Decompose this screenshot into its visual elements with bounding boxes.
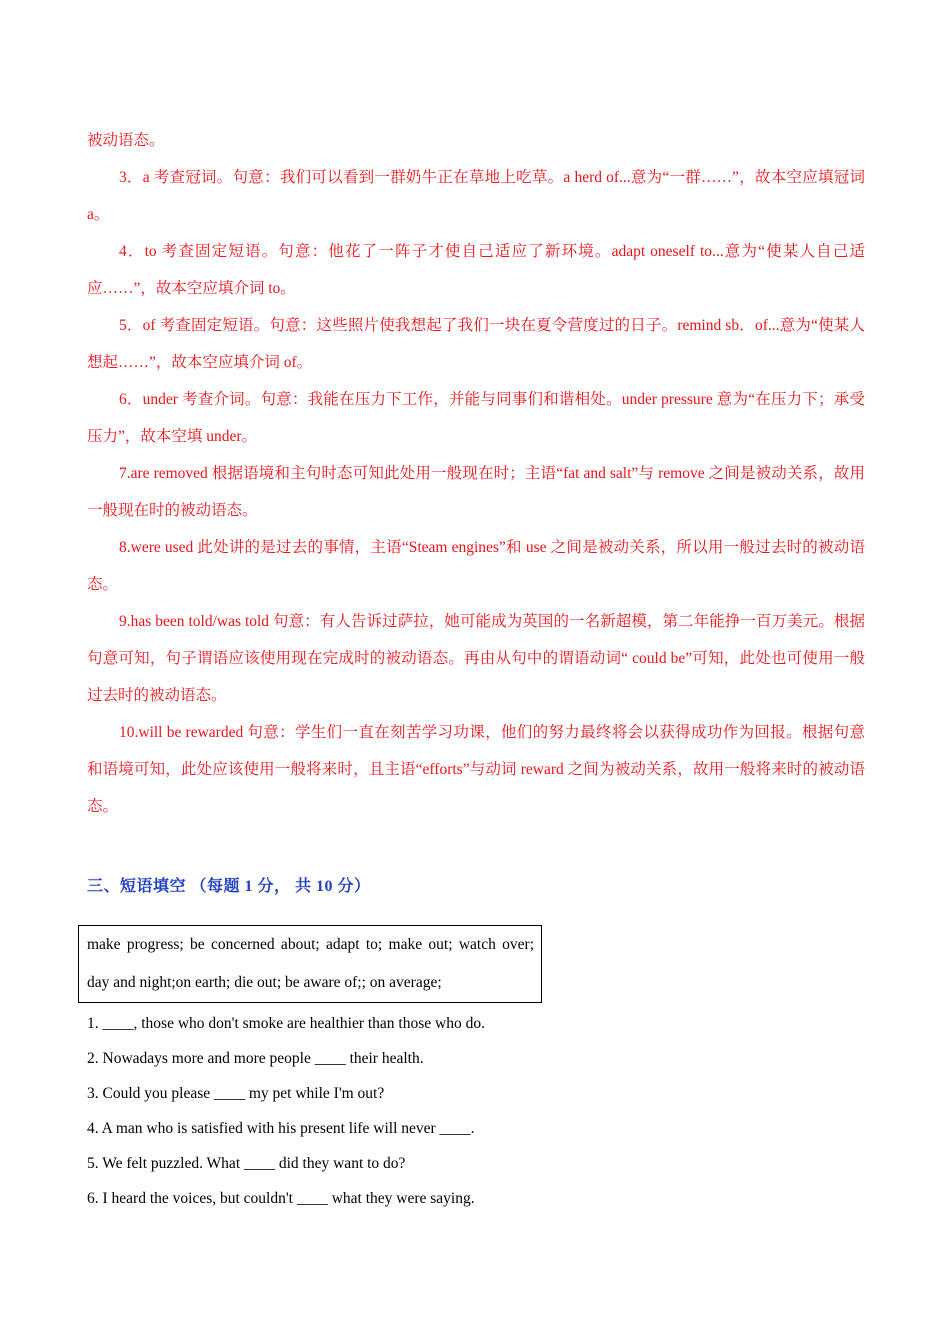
answer-explanations [87, 122, 865, 825]
answer-paragraph: 8.were used 此处讲的是过去的事情，主语“Steam engines”和 use 之间是被动关系，所以用一般过去时的被动语态。 [87, 539, 865, 593]
exercise-item: 3. Could you please ____ my pet while I'm out? [87, 1085, 385, 1102]
exercise-item: 5. We felt puzzled. What ____ did they want to do? [87, 1155, 406, 1172]
answer-paragraph: 6．under 考查介词。句意：我能在压力下工作，并能与同事们和谐相处。under pressure 意为“在压力下；承受压力”，故本空填 under。 [87, 391, 865, 445]
exercise-item: 6. I heard the voices, but couldn't ____ what they were saying. [87, 1190, 475, 1207]
section-heading: 三、短语填空 （每题 1 分， 共 10 分） [87, 878, 371, 895]
exercise-list [87, 1006, 787, 1216]
exercise-item: 1. ____, those who don't smoke are healthier than those who do. [87, 1015, 485, 1032]
answer-paragraph: 5．of 考查固定短语。句意：这些照片使我想起了我们一块在夏令营度过的日子。remind sb．of...意为“使某人想起……”，故本空应填介词 of。 [87, 317, 865, 371]
answer-paragraph: 被动语态。 [87, 132, 165, 149]
phrase-word-box: make progress; be concerned about; adapt to; make out; watch over; day and night;on earth; die out; be aware of;; on average; [78, 925, 542, 1003]
answer-paragraph: 3．a 考查冠词。句意：我们可以看到一群奶牛正在草地上吃草。a herd of...意为“一群……”，故本空应填冠词 a。 [87, 169, 865, 223]
answer-paragraph: 9.has been told/was told 句意：有人告诉过萨拉，她可能成为英国的一名新超模，第二年能挣一百万美元。根据句意可知，句子谓语应该使用现在完成时的被动语态。再由从句中的谓语动词“ could be”可知，此处也可使用一般过去时的被动语态。 [87, 613, 865, 704]
answer-paragraph: 4．to 考查固定短语。句意：他花了一阵子才使自己适应了新环境。adapt oneself to...意为“使某人自己适应……”，故本空应填介词 to。 [87, 243, 865, 297]
exercise-item: 2. Nowadays more and more people ____ their health. [87, 1050, 424, 1067]
exercise-item: 4. A man who is satisfied with his present life will never ____. [87, 1120, 475, 1137]
answer-paragraph: 7.are removed 根据语境和主句时态可知此处用一般现在时；主语“fat and salt”与 remove 之间是被动关系，故用一般现在时的被动语态。 [87, 465, 865, 519]
answer-paragraph: 10.will be rewarded 句意：学生们一直在刻苦学习功课，他们的努力最终将会以获得成功作为回报。根据句意和语境可知，此处应该使用一般将来时，且主语“efforts”与动词 reward 之间为被动关系，故用一般将来时的被动语态。 [87, 724, 865, 815]
